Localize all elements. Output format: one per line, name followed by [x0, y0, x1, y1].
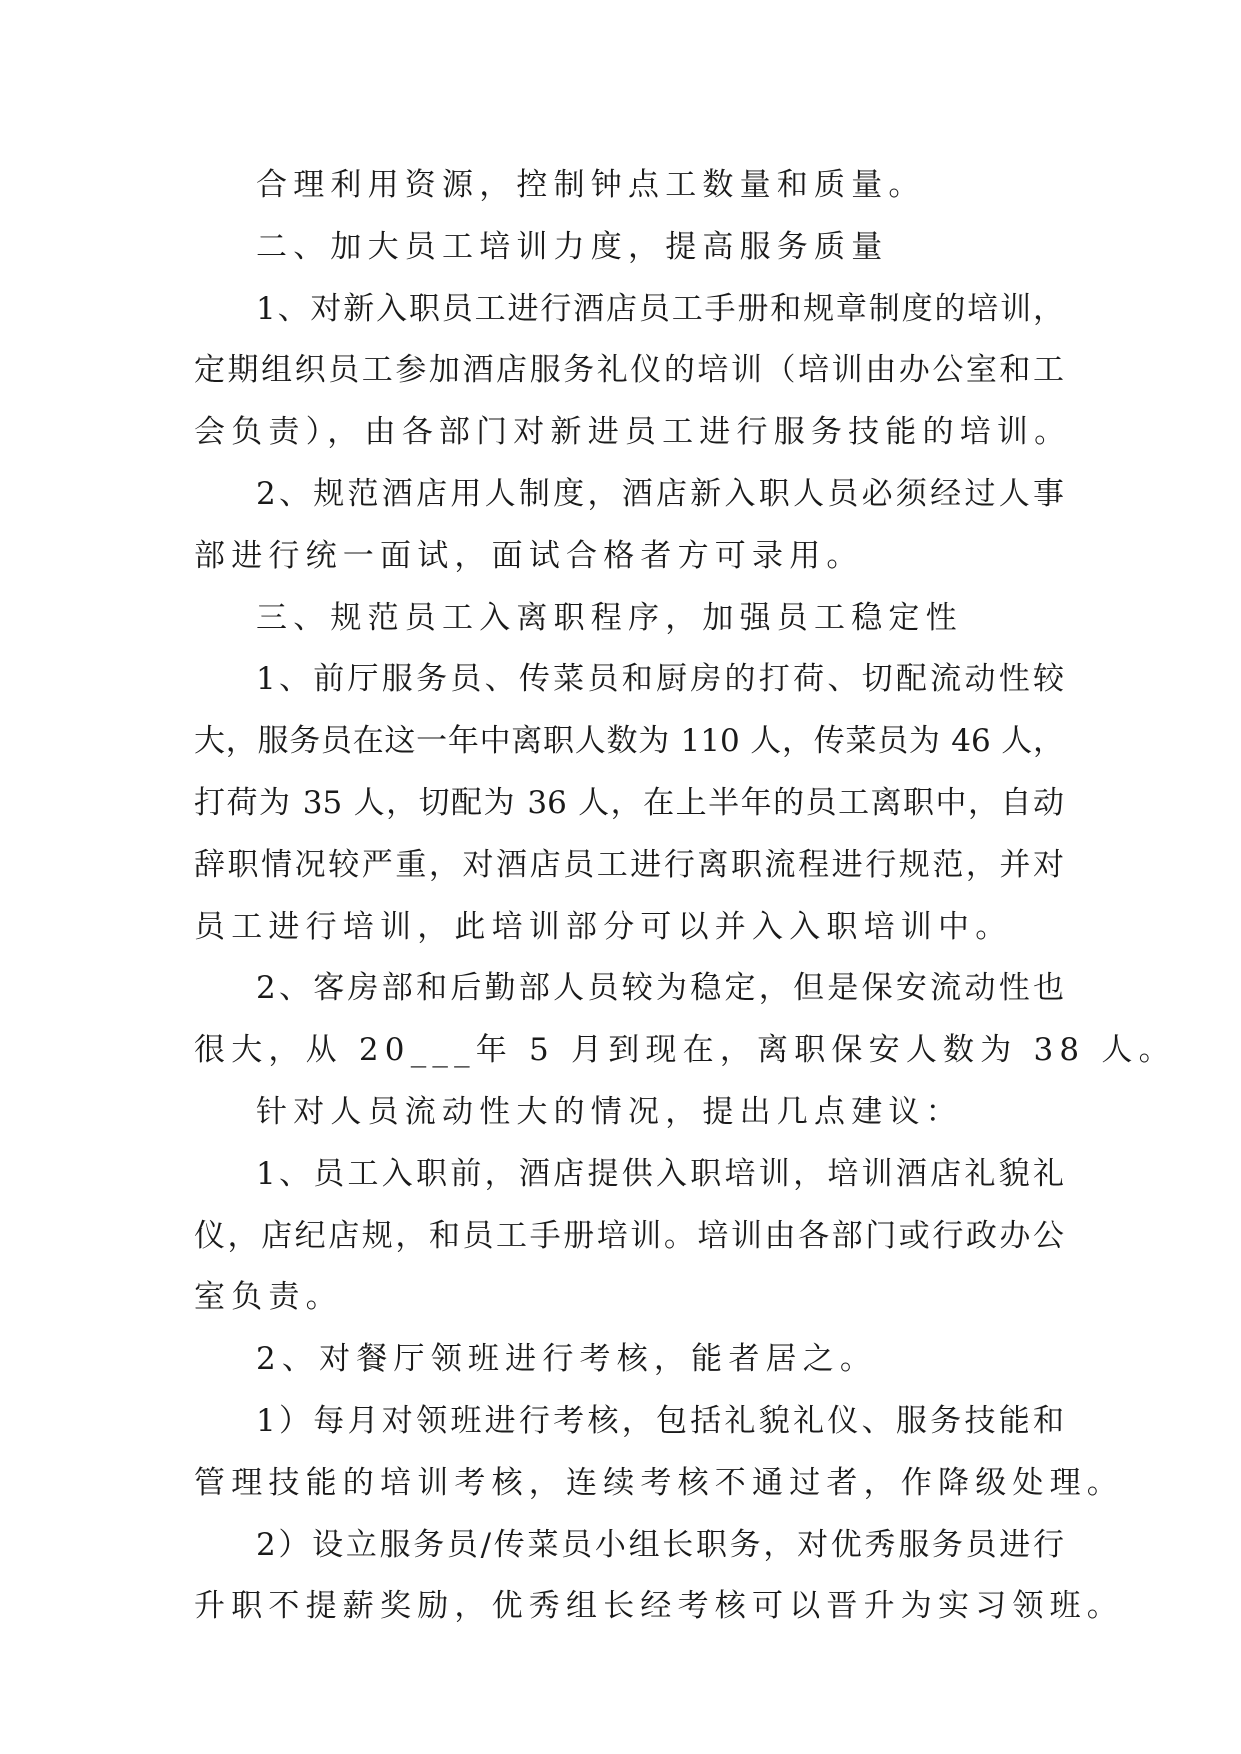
text-line: 辞职情况较严重，对酒店员工进行离职流程进行规范，并对 [194, 846, 1064, 883]
text-line: 2、客房部和后勤部人员较为稳定，但是保安流动性也 [256, 970, 1064, 1007]
section-heading: 三、规范员工入离职程序，加强员工稳定性 [256, 599, 963, 636]
text-line: 2、规范酒店用人制度，酒店新入职人员必须经过人事 [256, 475, 1064, 512]
text-line: 打荷为 35 人，切配为 36 人，在上半年的员工离职中，自动 [194, 784, 1064, 821]
text-line: 合理利用资源，控制钟点工数量和质量。 [256, 167, 926, 203]
document-body [194, 155, 1176, 1638]
text-line: 很大，从 20___年 5 月到现在，离职保安人数为 38 人。 [194, 1032, 1176, 1069]
text-line: 1、前厅服务员、传菜员和厨房的打荷、切配流动性较 [256, 661, 1064, 698]
text-line: 员工进行培训，此培训部分可以并入入职培训中。 [194, 908, 1013, 945]
text-line: 针对人员流动性大的情况，提出几点建议： [256, 1093, 963, 1130]
text-line: 管理技能的培训考核，连续考核不通过者，作降级处理。 [194, 1464, 1124, 1501]
text-line: 大，服务员在这一年中离职人数为 110 人，传菜员为 46 人， [194, 723, 1064, 760]
text-line: 部进行统一面试，面试合格者方可录用。 [194, 537, 864, 574]
text-line: 升职不提薪奖励，优秀组长经考核可以晋升为实习领班。 [194, 1588, 1124, 1625]
text-line: 会负责），由各部门对新进员工进行服务技能的培训。 [194, 414, 1072, 451]
text-line: 1）每月对领班进行考核，包括礼貌礼仪、服务技能和 [256, 1402, 1064, 1439]
section-heading: 二、加大员工培训力度，提高服务质量 [256, 228, 889, 265]
text-line: 仪，店纪店规，和员工手册培训。培训由各部门或行政办公 [194, 1217, 1064, 1254]
text-line: 2）设立服务员/传菜员小组长职务，对优秀服务员进行 [256, 1526, 1064, 1563]
text-line: 2、对餐厅领班进行考核，能者居之。 [256, 1341, 878, 1378]
text-line: 1、员工入职前，酒店提供入职培训，培训酒店礼貌礼 [256, 1155, 1064, 1192]
text-line: 室负责。 [194, 1279, 343, 1316]
text-line: 1、对新入职员工进行酒店员工手册和规章制度的培训， [256, 290, 1064, 327]
text-line: 定期组织员工参加酒店服务礼仪的培训（培训由办公室和工 [194, 352, 1064, 389]
